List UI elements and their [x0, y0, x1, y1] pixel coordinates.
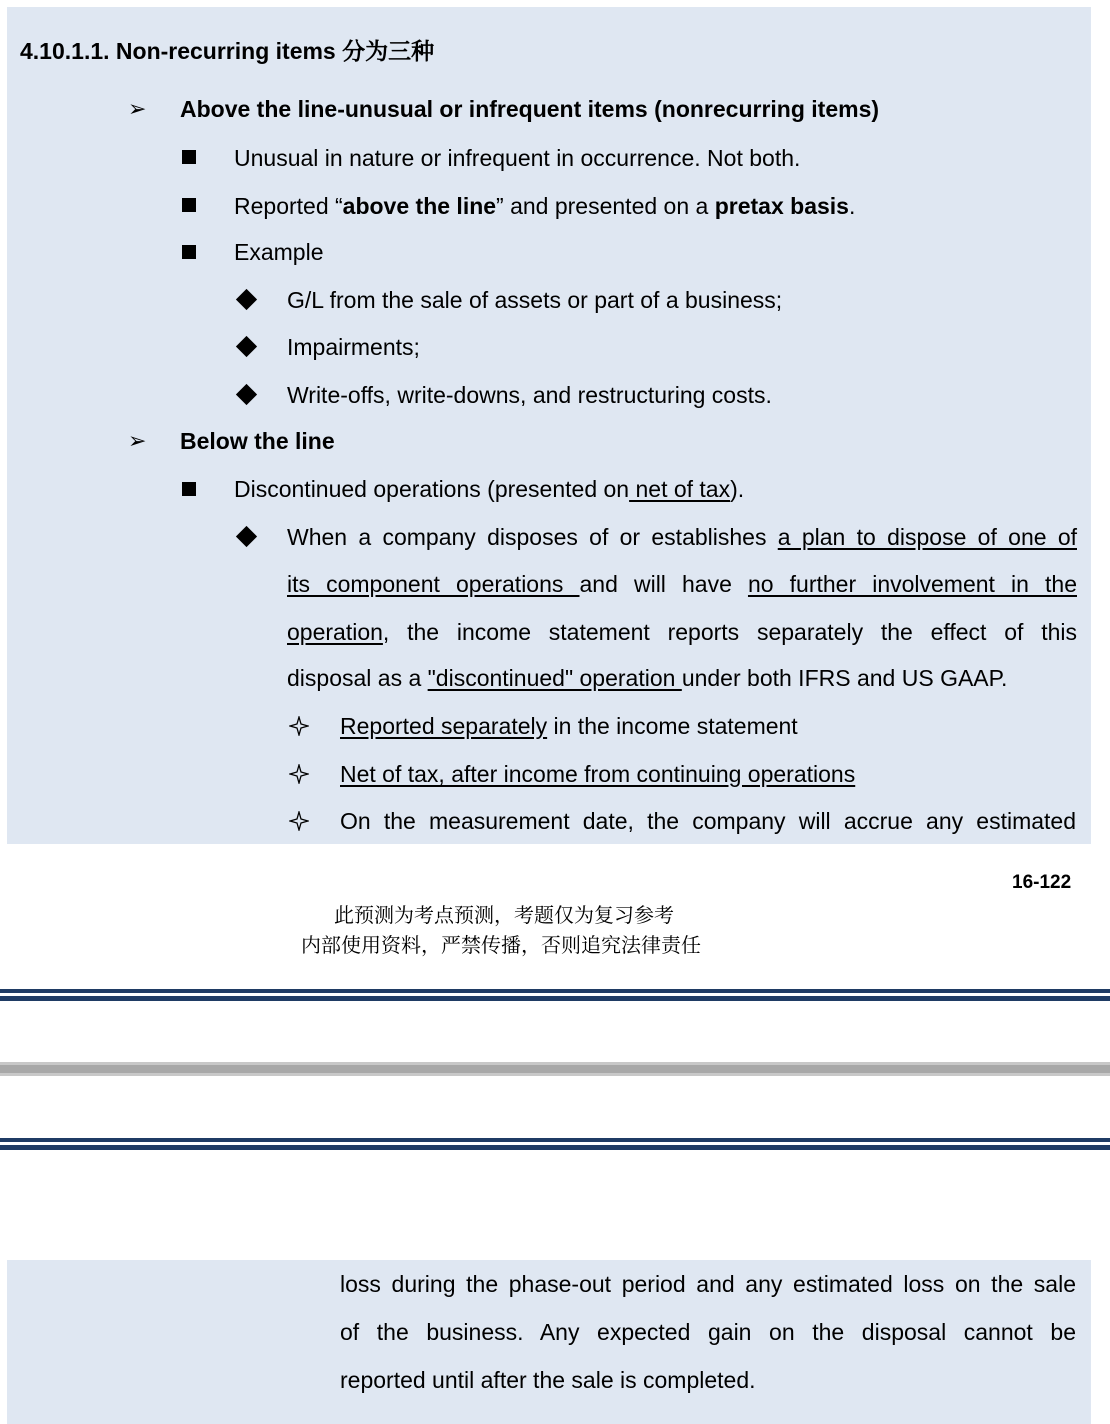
- below-heading: Below the line: [180, 428, 335, 454]
- section-title: 4.10.1.1. Non-recurring items 分为三种: [20, 38, 435, 64]
- square-bullet-icon: [182, 482, 196, 496]
- four-point-star-icon: [289, 764, 309, 784]
- square-bullet-icon: [182, 245, 196, 259]
- below-item-1: Discontinued operations (presented on net of tax).: [234, 476, 745, 502]
- para-line-3: operation, the income statement reports separately the effect of this: [287, 619, 1077, 645]
- page-number: 16-122: [1012, 872, 1072, 893]
- above-item-2: Reported “above the line” and presented on a pretax basis.: [234, 193, 856, 219]
- four-point-star-icon: [289, 716, 309, 736]
- continued-line-1: loss during the phase-out period and any estimated loss on the sale: [340, 1271, 1076, 1297]
- page-gap-separator: [0, 1062, 1110, 1076]
- four-point-star-icon: [289, 811, 309, 831]
- above-item-1: Unusual in nature or infrequent in occurrence. Not both.: [234, 145, 801, 171]
- para-line-4: disposal as a "discontinued" operation under both IFRS and US GAAP.: [287, 665, 1008, 691]
- sub-item-3: On the measurement date, the company will accrue any estimated: [340, 808, 1076, 834]
- above-item-3: Example: [234, 239, 324, 265]
- example-2: Impairments;: [287, 334, 420, 360]
- above-heading: Above the line-unusual or infrequent items (nonrecurring items): [180, 96, 880, 122]
- sub-item-1: Reported separately in the income statement: [340, 713, 798, 739]
- square-bullet-icon: [182, 198, 196, 212]
- page-bottom-rule: [0, 989, 1110, 1001]
- para-line-1: When a company disposes of or establishes a plan to dispose of one of: [287, 524, 1077, 550]
- footer-notice-2: 内部使用资料，严禁传播，否则追究法律责任: [301, 933, 701, 957]
- footer-notice-1: 此预测为考点预测，考题仅为复习参考: [334, 903, 674, 927]
- example-1: G/L from the sale of assets or part of a business;: [287, 287, 783, 313]
- continued-line-3: reported until after the sale is completed.: [340, 1367, 756, 1393]
- square-bullet-icon: [182, 150, 196, 164]
- sub-item-2: Net of tax, after income from continuing operations: [340, 761, 856, 787]
- page-top-rule: [0, 1138, 1110, 1150]
- example-3: Write-offs, write-downs, and restructuring costs.: [287, 382, 772, 408]
- arrow-bullet-icon: ➢: [128, 96, 147, 121]
- para-line-2: its component operations and will have no further involvement in the: [287, 571, 1077, 597]
- continued-line-2: of the business. Any expected gain on the disposal cannot be: [340, 1319, 1076, 1345]
- arrow-bullet-icon: ➢: [128, 428, 147, 453]
